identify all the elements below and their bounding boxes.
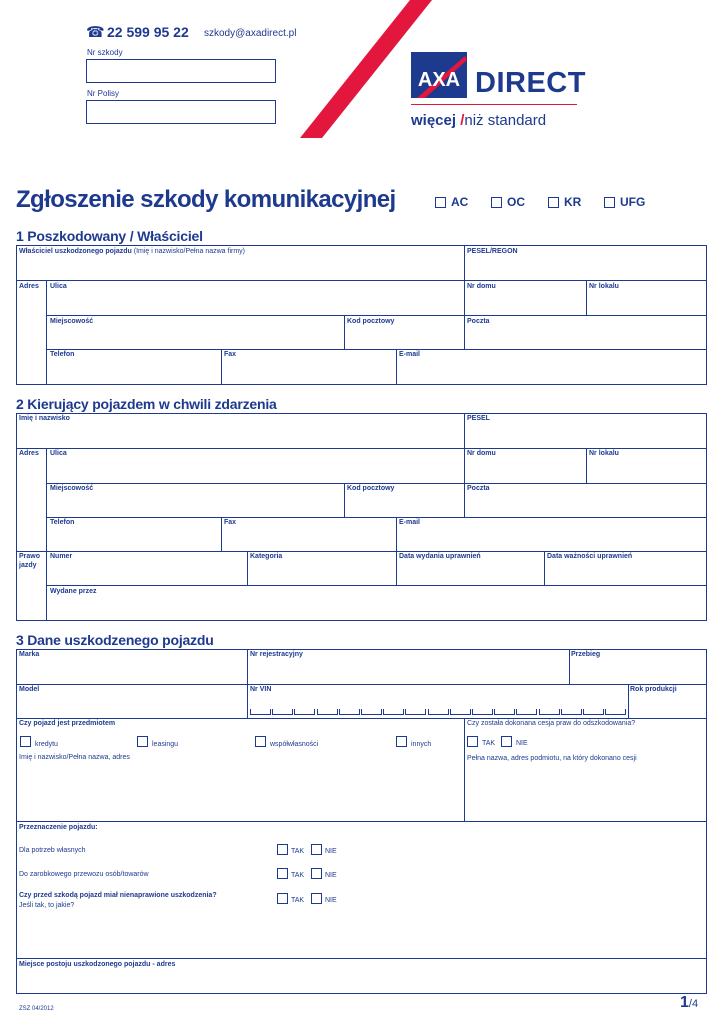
s1-house-no-label: Nr domu — [467, 283, 496, 290]
commercial-yes-label: TAK — [291, 872, 305, 879]
vin-char-box[interactable] — [605, 709, 626, 715]
s1-fax-label: Fax — [224, 351, 237, 358]
s2-city-label: Miejscowość — [50, 485, 94, 492]
type-label-kr: KR — [564, 195, 582, 209]
axa-logo — [411, 52, 467, 98]
leasing-checkbox[interactable] — [137, 736, 148, 747]
pesel-regon-label: PESEL/REGON — [467, 248, 518, 255]
license-number-field[interactable] — [46, 551, 247, 585]
license-issuer-field[interactable] — [46, 585, 707, 621]
section-3-heading: 3 Dane uszkodzenego pojazdu — [16, 632, 214, 648]
other-checkbox[interactable] — [396, 736, 407, 747]
license-expiry-date-label: Data ważności uprawnień — [547, 553, 633, 560]
s2-address-label: Adres — [19, 450, 39, 457]
vin-char-box[interactable] — [317, 709, 338, 715]
cession-detail-hint: Pełna nazwa, adres podmiotu, na który dokonano cesji — [467, 755, 637, 762]
vin-char-box[interactable] — [339, 709, 360, 715]
direct-logo-text: DIRECT — [475, 67, 586, 99]
prior-damage-no-label: NIE — [325, 897, 337, 904]
s1-flat-no-label: Nr lokalu — [589, 283, 619, 290]
vin-char-box[interactable] — [561, 709, 582, 715]
policy-number-label: Nr Polisy — [87, 89, 120, 98]
s2-street-label: Ulica — [50, 450, 67, 457]
cession-question: Czy została dokonana cesja praw do odszkodowania? — [467, 720, 636, 727]
vin-char-box[interactable] — [516, 709, 537, 715]
s2-phone-label: Telefon — [50, 519, 75, 526]
co-ownership-checkbox[interactable] — [255, 736, 266, 747]
co-ownership-label: współwłasności — [270, 741, 319, 748]
vin-char-box[interactable] — [250, 709, 271, 715]
phone-icon: ☎ — [86, 24, 105, 41]
own-needs-no-checkbox[interactable] — [311, 844, 322, 855]
s2-post-office-label: Poczta — [467, 485, 490, 492]
page-title: Zgłoszenie szkody komunikacyjnej — [16, 186, 396, 213]
s1-post-office-label: Poczta — [467, 318, 490, 325]
s2-postcode-label: Kod pocztowy — [347, 485, 395, 492]
section-2-heading: 2 Kierujący pojazdem w chwili zdarzenia — [16, 396, 277, 412]
tagline-bold: więcej — [411, 112, 457, 129]
cession-field[interactable] — [464, 718, 707, 821]
own-needs-yes-checkbox[interactable] — [277, 844, 288, 855]
s1-fax-field[interactable] — [221, 349, 396, 385]
vehicle-subject-label: Czy pojazd jest przedmiotem — [19, 720, 116, 727]
s1-address-label: Adres — [19, 283, 39, 290]
s2-post-office-field[interactable] — [464, 483, 707, 517]
commercial-no-label: NIE — [325, 872, 337, 879]
prior-damage-details-hint: Jeśli tak, to jakie? — [19, 902, 75, 909]
own-needs-label: Dla potrzeb własnych — [19, 847, 86, 854]
prior-damage-yes-label: TAK — [291, 897, 305, 904]
vehicle-purpose-label: Przeznaczenie pojazdu: — [19, 824, 98, 831]
driver-pesel-label: PESEL — [467, 415, 490, 422]
vin-char-box[interactable] — [583, 709, 604, 715]
name-address-hint: Imię i nazwisko/Pełna nazwa, adres — [19, 754, 130, 761]
mileage-label: Przebieg — [571, 651, 601, 658]
section-1-heading: 1 Poszkodowany / Właściciel — [16, 228, 203, 244]
vin-char-box[interactable] — [405, 709, 426, 715]
vin-char-box[interactable] — [383, 709, 404, 715]
type-label-ac: AC — [451, 195, 469, 209]
page-total: /4 — [688, 998, 699, 1010]
make-label: Marka — [19, 651, 40, 658]
email-address: szkody@axadirect.pl — [204, 28, 297, 39]
model-label: Model — [19, 686, 40, 693]
phone-number: 22 599 95 22 — [107, 24, 189, 40]
cession-yes-label: TAK — [482, 740, 496, 747]
s3-row-divider — [16, 958, 707, 959]
cession-no-checkbox[interactable] — [501, 736, 512, 747]
vin-char-box[interactable] — [272, 709, 293, 715]
parking-address-label: Miejsce postoju uszkodzonego pojazdu - adres — [19, 961, 176, 968]
license-issuer-label: Wydane przez — [50, 588, 97, 595]
prior-damage-yes-checkbox[interactable] — [277, 893, 288, 904]
owner-label: Właściciel uszkodzonego pojazdu (Imię i nazwisko/Pełna nazwa firmy) — [19, 248, 246, 255]
license-number-label: Numer — [50, 553, 73, 560]
vin-char-box[interactable] — [294, 709, 315, 715]
s2-fax-label: Fax — [224, 519, 237, 526]
s2-flat-no-label: Nr lokalu — [589, 450, 619, 457]
type-checkbox-oc[interactable] — [491, 197, 502, 208]
vin-char-box[interactable] — [539, 709, 560, 715]
commercial-no-checkbox[interactable] — [311, 868, 322, 879]
s1-email-label: E-mail — [399, 351, 421, 358]
s2-email-field[interactable] — [396, 517, 707, 551]
type-checkbox-ac[interactable] — [435, 197, 446, 208]
type-label-ufg: UFG — [620, 195, 646, 209]
vin-label: Nr VIN — [250, 686, 272, 693]
page-current: 1 — [680, 994, 689, 1011]
own-needs-no-label: NIE — [325, 848, 337, 855]
license-label-1: Prawo — [19, 553, 41, 560]
tagline-slash: / — [460, 112, 465, 129]
prior-damage-no-checkbox[interactable] — [311, 893, 322, 904]
vin-char-box[interactable] — [450, 709, 471, 715]
s1-city-label: Miejscowość — [50, 318, 94, 325]
decorative-red-stripe — [0, 0, 724, 150]
s2-fax-field[interactable] — [221, 517, 396, 551]
license-label-2: jazdy — [19, 562, 37, 569]
driver-pesel-field[interactable] — [464, 413, 707, 448]
page-number — [680, 994, 698, 1012]
other-label: innych — [411, 741, 432, 748]
credit-checkbox[interactable] — [20, 736, 31, 747]
s1-email-field[interactable] — [396, 349, 707, 385]
year-label: Rok produkcji — [630, 686, 677, 693]
claim-number-label: Nr szkody — [87, 48, 123, 57]
vin-char-box[interactable] — [361, 709, 382, 715]
commercial-yes-checkbox[interactable] — [277, 868, 288, 879]
license-issue-date-label: Data wydania uprawnień — [399, 553, 481, 560]
vin-char-box[interactable] — [428, 709, 449, 715]
s2-street-field[interactable] — [46, 448, 464, 483]
s2-email-label: E-mail — [399, 519, 421, 526]
s1-post-office-field[interactable] — [464, 315, 707, 349]
type-label-oc: OC — [507, 195, 525, 209]
s1-street-label: Ulica — [50, 283, 67, 290]
own-needs-yes-label: TAK — [291, 848, 305, 855]
registration-label: Nr rejestracyjny — [250, 651, 303, 658]
logo-divider — [411, 104, 577, 105]
type-checkbox-ufg[interactable] — [604, 197, 615, 208]
s3-row-divider — [16, 821, 707, 822]
vin-char-box[interactable] — [472, 709, 493, 715]
leasing-label: leasingu — [152, 741, 179, 748]
commercial-transport-label: Do zarobkowego przewozu osób/towarów — [19, 871, 149, 878]
tagline-rest: niż standard — [464, 112, 547, 129]
cession-no-label: NIE — [516, 740, 528, 747]
prior-damage-question: Czy przed szkodą pojazd miał nienaprawione uszkodzenia? — [19, 892, 217, 899]
logo-tagline — [411, 112, 546, 129]
s1-postcode-label: Kod pocztowy — [347, 318, 395, 325]
s2-house-no-label: Nr domu — [467, 450, 496, 457]
vin-char-box[interactable] — [494, 709, 515, 715]
credit-label: kredytu — [35, 741, 58, 748]
form-code: ZSZ 04/2012 — [19, 1006, 54, 1012]
type-checkbox-kr[interactable] — [548, 197, 559, 208]
s1-street-field[interactable] — [46, 280, 464, 315]
driver-name-label: Imię i nazwisko — [19, 415, 70, 422]
cession-yes-checkbox[interactable] — [467, 736, 478, 747]
license-category-label: Kategoria — [250, 553, 283, 560]
s1-phone-label: Telefon — [50, 351, 75, 358]
axa-logo-text: AXA — [417, 69, 461, 91]
